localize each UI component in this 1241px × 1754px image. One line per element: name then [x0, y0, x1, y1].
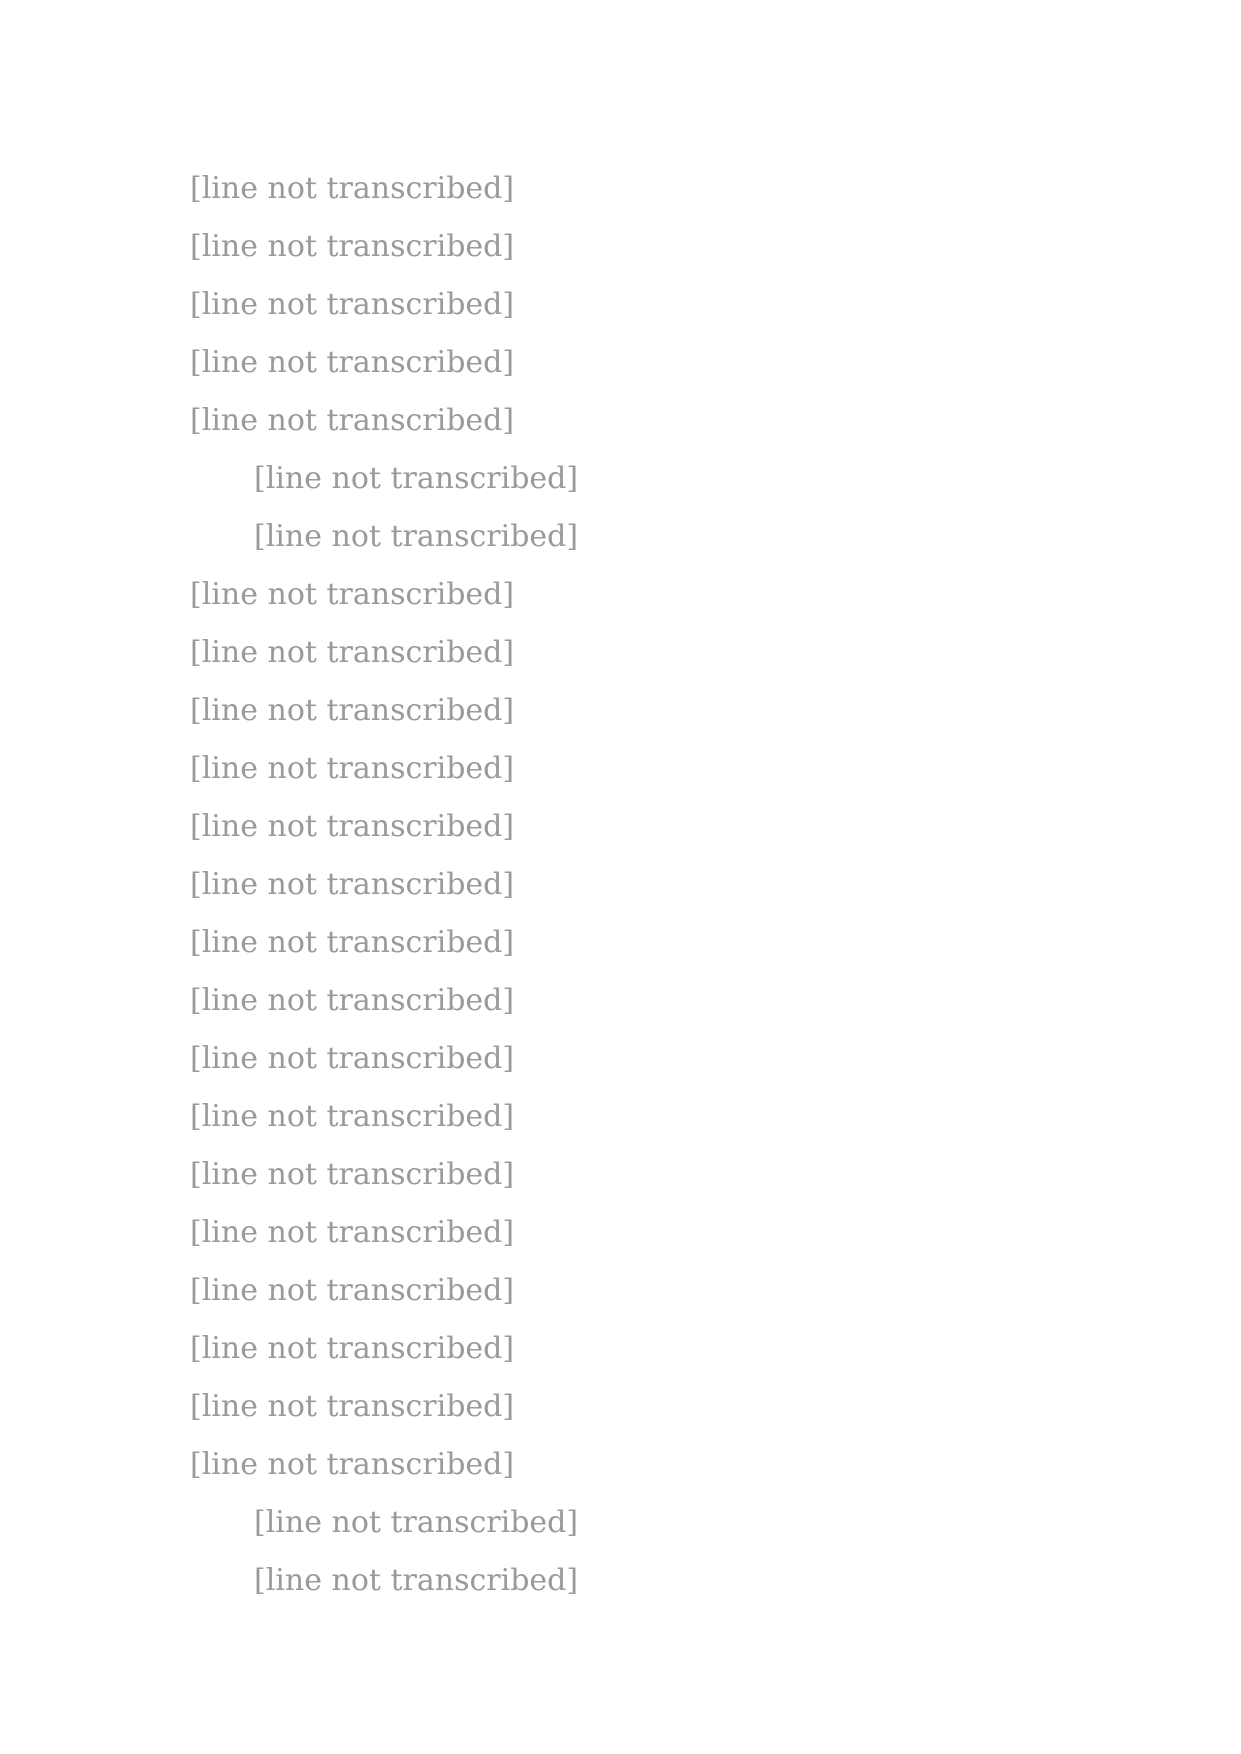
text-line: [line not transcribed]	[190, 693, 515, 728]
text-line: [line not transcribed]	[190, 1389, 515, 1424]
text-line: [line not transcribed]	[190, 1447, 515, 1482]
text-line: [line not transcribed]	[190, 1099, 515, 1134]
text-line: [line not transcribed]	[190, 577, 515, 612]
section-heading: [line not transcribed]	[254, 461, 579, 496]
text-line: [line not transcribed]	[190, 867, 515, 902]
text-line: [line not transcribed]	[190, 171, 515, 206]
text-line: [line not transcribed]	[190, 925, 515, 960]
text-line: [line not transcribed]	[190, 635, 515, 670]
text-line: [line not transcribed]	[190, 751, 515, 786]
text-line: [line not transcribed]	[254, 1563, 579, 1598]
text-line: [line not transcribed]	[190, 983, 515, 1018]
text-line: [line not transcribed]	[190, 345, 515, 380]
text-line: [line not transcribed]	[190, 229, 515, 264]
text-line: [line not transcribed]	[190, 1041, 515, 1076]
body-text	[190, 160, 1050, 1610]
text-line: [line not transcribed]	[190, 1157, 515, 1192]
text-line: [line not transcribed]	[190, 1215, 515, 1250]
text-line: [line not transcribed]	[190, 809, 515, 844]
text-line: [line not transcribed]	[254, 519, 579, 554]
text-line: [line not transcribed]	[190, 1273, 515, 1308]
text-line: [line not transcribed]	[190, 287, 515, 322]
text-line: [line not transcribed]	[190, 403, 515, 438]
section-heading: [line not transcribed]	[254, 1505, 579, 1540]
text-line: [line not transcribed]	[190, 1331, 515, 1366]
